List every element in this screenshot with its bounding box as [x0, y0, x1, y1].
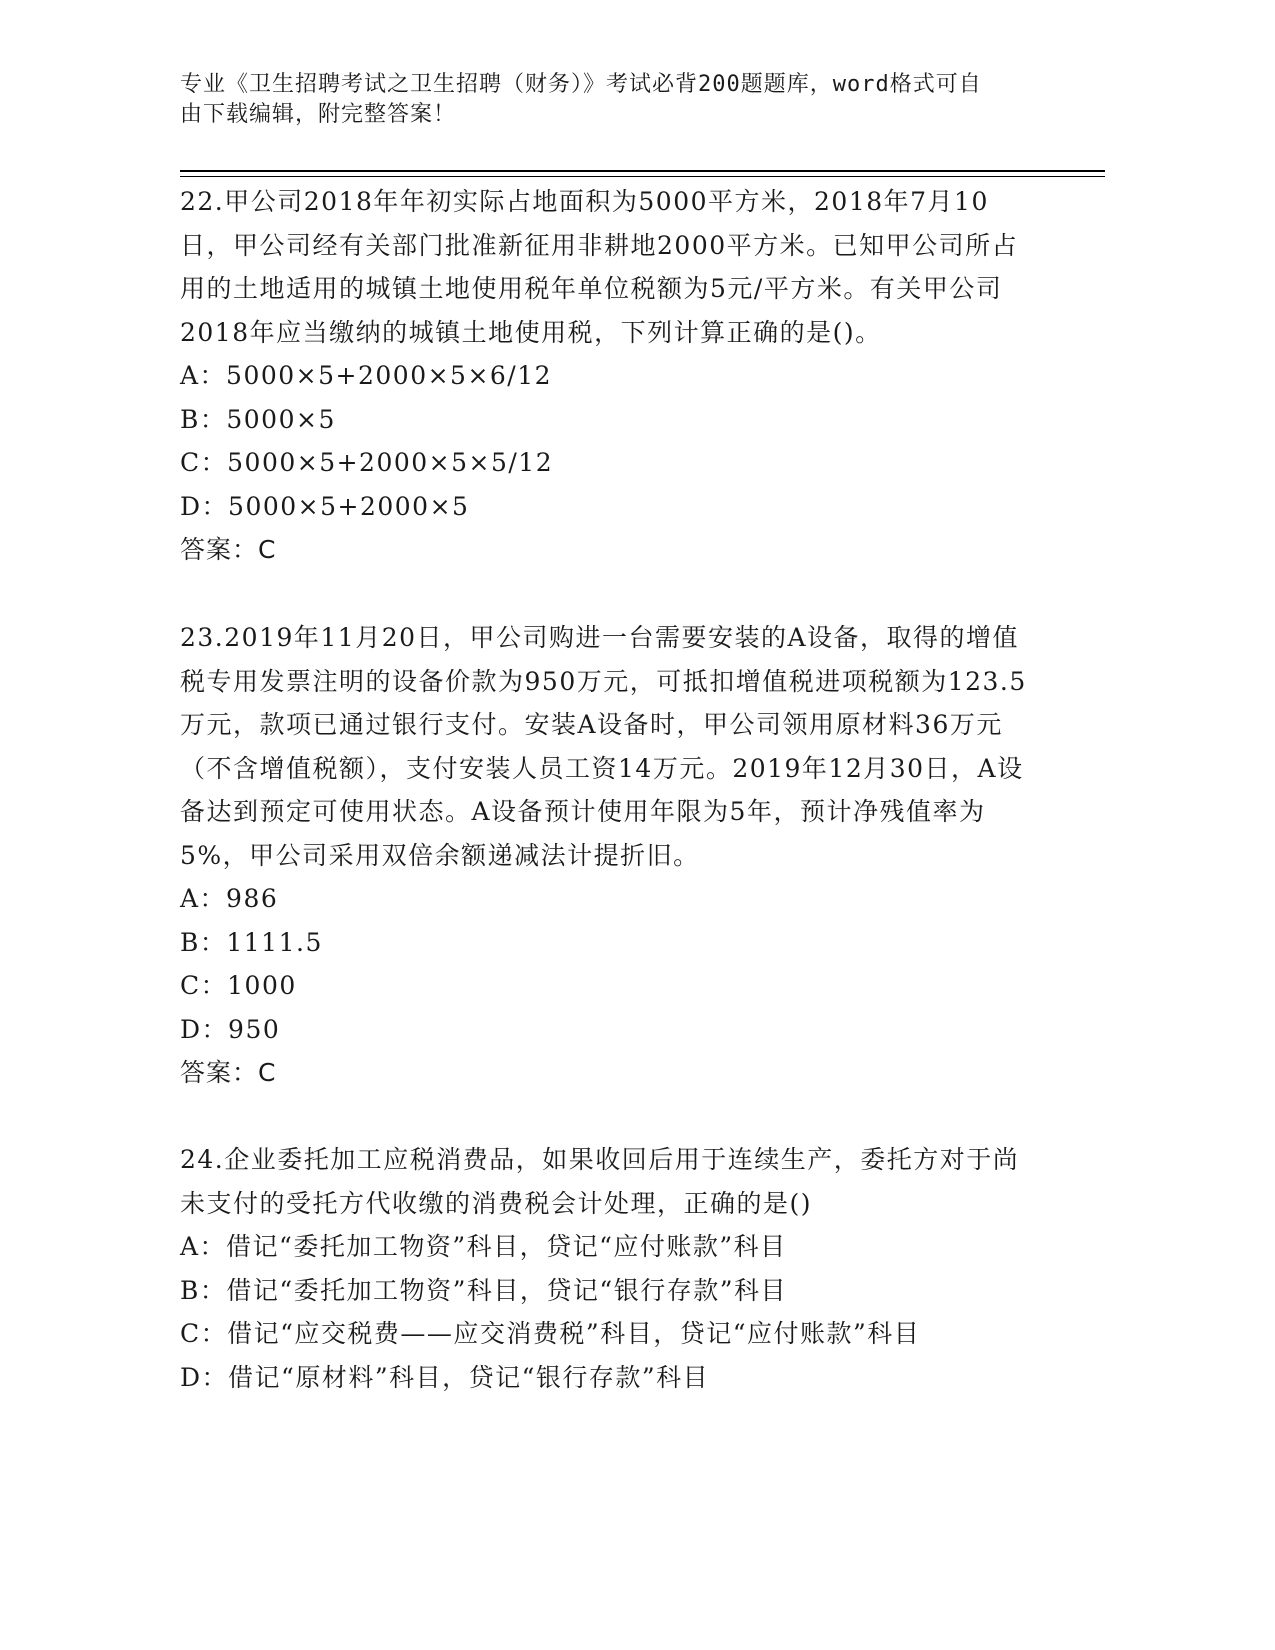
- header-line-1: 专业《卫生招聘考试之卫生招聘（财务）》考试必背200题题库，word格式可自: [180, 72, 982, 97]
- header-line-2: 由下载编辑，附完整答案！: [180, 102, 457, 127]
- question-23: [180, 616, 1040, 1095]
- question-stem: 22.甲公司2018年年初实际占地面积为5000平方米，2018年7月10日，甲公司经有关部门批准新征用非耕地2000平方米。已知甲公司所占用的土地适用的城镇土地使用税年单位税额为5元/平方米。有关甲公司2018年应当缴纳的城镇土地使用税，下列计算正确的是()。: [180, 187, 1019, 347]
- document-header: [180, 70, 1060, 130]
- header-divider-thin: [180, 176, 1105, 177]
- option-d: D：借记“原材料”科目，贷记“银行存款”科目: [180, 1362, 710, 1392]
- option-a: A：借记“委托加工物资”科目，贷记“应付账款”科目: [180, 1232, 787, 1261]
- option-b: B：5000×5: [180, 404, 336, 434]
- answer: 答案：C: [180, 1058, 277, 1087]
- option-c: C：5000×5+2000×5×5/12: [180, 448, 554, 477]
- option-a: A：986: [180, 884, 279, 913]
- option-a: A：5000×5+2000×5×6/12: [180, 361, 553, 390]
- question-stem: 24.企业委托加工应税消费品，如果收回后用于连续生产，委托方对于尚未支付的受托方代收缴的消费税会计处理，正确的是(): [180, 1145, 1020, 1218]
- option-d: D：5000×5+2000×5: [180, 491, 470, 521]
- question-22: [180, 180, 1040, 572]
- header-divider-thick: [180, 170, 1105, 172]
- question-stem: 23.2019年11月20日，甲公司购进一台需要安装的A设备，取得的增值税专用发票注明的设备价款为950万元，可抵扣增值税进项税额为123.5万元，款项已通过银行支付。安装A设备时，甲公司领用原材料36万元（不含增值税额），支付安装人员工资14万元。2019年12月30日，A设备达到预定可使用状态。A设备预计使用年限为5年，预计净残值率为5%，甲公司采用双倍余额递减法计提折旧。: [180, 623, 1027, 870]
- option-c: C：1000: [180, 971, 297, 1000]
- option-b: B：借记“委托加工物资”科目，贷记“银行存款”科目: [180, 1275, 787, 1305]
- option-b: B：1111.5: [180, 927, 323, 957]
- option-c: C：借记“应交税费——应交消费税”科目，贷记“应付账款”科目: [180, 1319, 921, 1348]
- option-d: D：950: [180, 1014, 281, 1044]
- question-24: [180, 1138, 1040, 1399]
- answer: 答案：C: [180, 535, 277, 564]
